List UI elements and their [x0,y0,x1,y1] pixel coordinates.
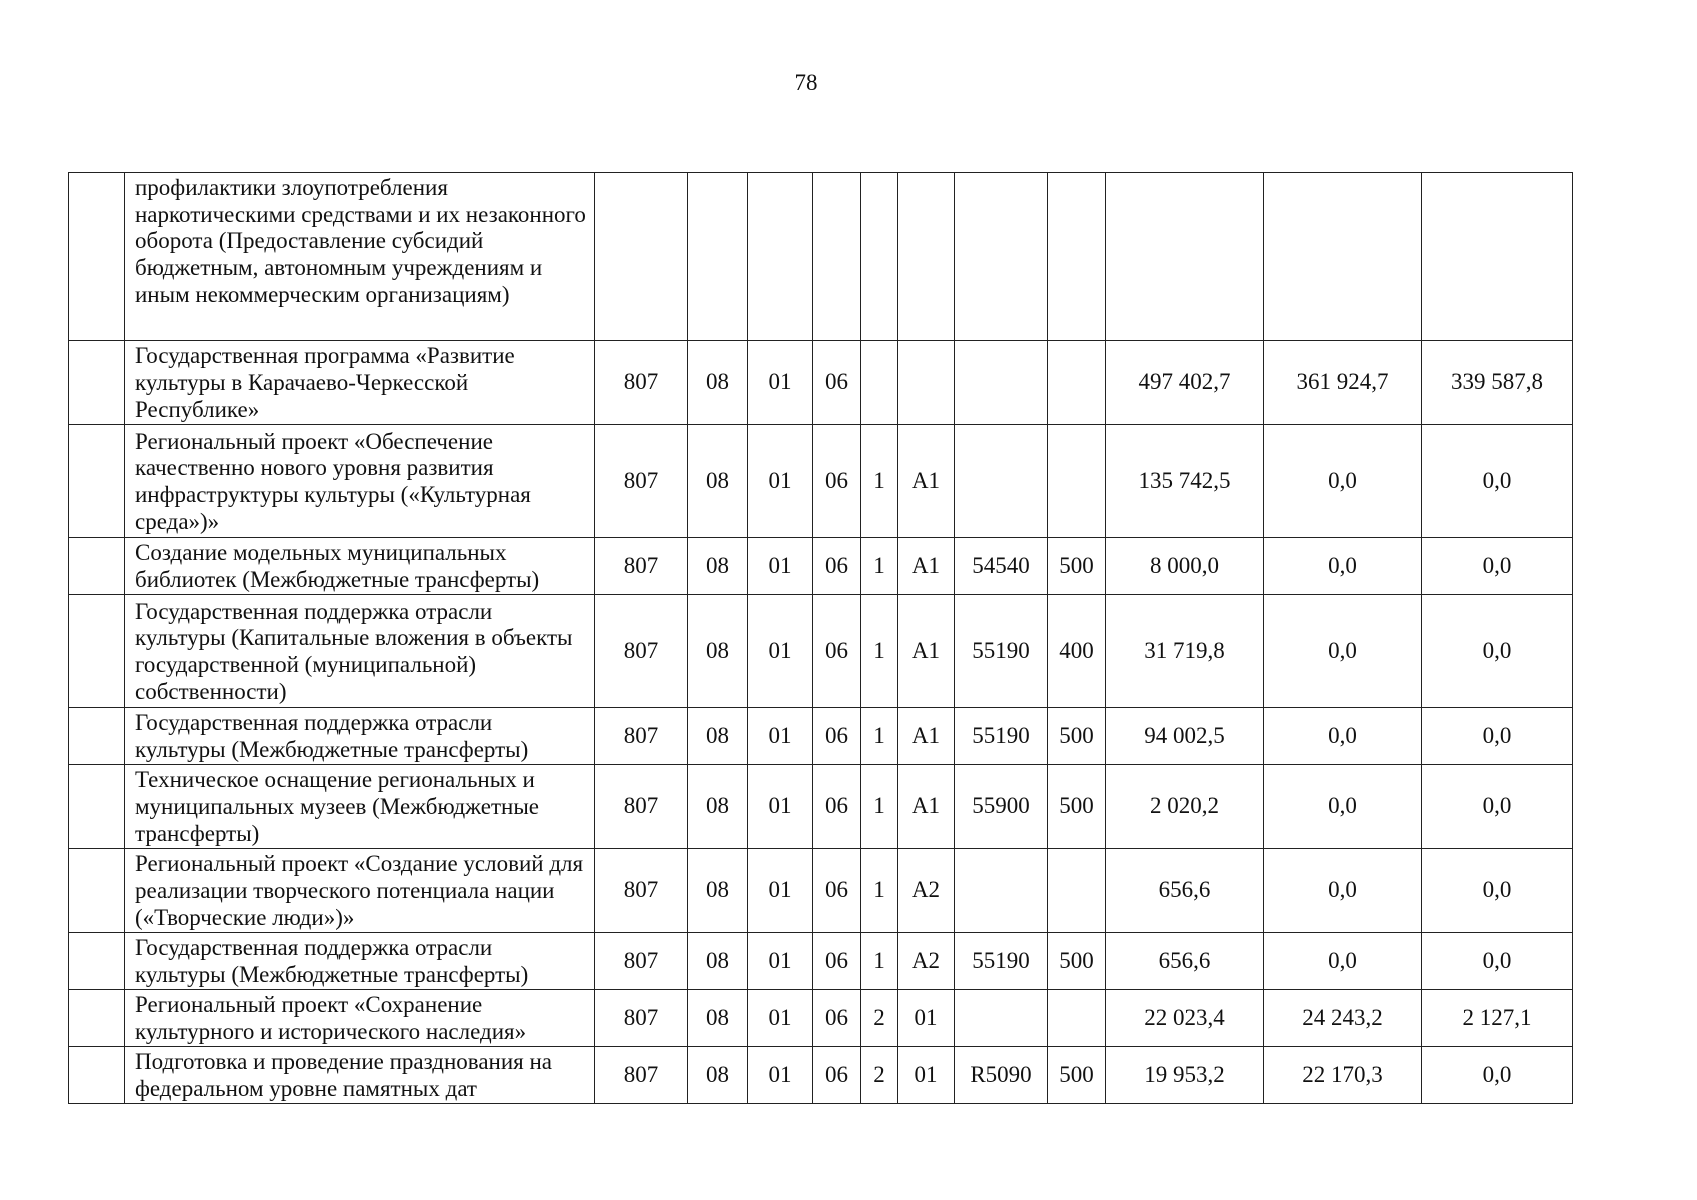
program-code-cell: 06 [813,849,861,933]
row-number-cell [69,425,125,538]
table-row [69,1047,1573,1104]
amount-year-1-cell: 656,6 [1106,849,1264,933]
table-row [69,708,1573,765]
program-code-cell: 06 [813,538,861,595]
amount-year-3-cell: 2 127,1 [1422,990,1573,1047]
subsection-code-cell: 01 [748,849,813,933]
table-row [69,538,1573,595]
row-number-cell [69,708,125,765]
ministry-code-cell: 807 [595,708,688,765]
item-name-cell: Региональный проект «Создание условий для реализации творческого потенциала нации («Творческие люди»)» [125,849,595,933]
subprogram-code-cell [861,341,898,425]
subprogram-code-cell [861,173,898,341]
section-code-cell: 08 [688,538,748,595]
ministry-code-cell [595,173,688,341]
amount-year-1-cell: 8 000,0 [1106,538,1264,595]
item-name-cell: Государственная программа «Развитие культуры в Карачаево-Черкесской Республике» [125,341,595,425]
amount-year-2-cell: 0,0 [1264,765,1422,849]
table-row [69,425,1573,538]
amount-year-2-cell: 361 924,7 [1264,341,1422,425]
direction-code-cell [955,173,1048,341]
section-code-cell: 08 [688,933,748,990]
item-name-cell: Создание модельных муниципальных библиотек (Межбюджетные трансферты) [125,538,595,595]
section-code-cell [688,173,748,341]
subsection-code-cell: 01 [748,538,813,595]
amount-year-1-cell: 19 953,2 [1106,1047,1264,1104]
expense-type-cell [1048,173,1106,341]
amount-year-3-cell: 0,0 [1422,1047,1573,1104]
amount-year-1-cell: 94 002,5 [1106,708,1264,765]
subsection-code-cell: 01 [748,341,813,425]
expense-type-cell [1048,990,1106,1047]
expense-type-cell: 500 [1048,538,1106,595]
table-row [69,933,1573,990]
program-code-cell [813,173,861,341]
amount-year-1-cell [1106,173,1264,341]
amount-year-2-cell: 0,0 [1264,849,1422,933]
subsection-code-cell: 01 [748,425,813,538]
amount-year-1-cell: 656,6 [1106,933,1264,990]
expense-type-cell: 500 [1048,708,1106,765]
section-code-cell: 08 [688,595,748,708]
direction-code-cell [955,990,1048,1047]
row-number-cell [69,765,125,849]
ministry-code-cell: 807 [595,849,688,933]
section-code-cell: 08 [688,341,748,425]
row-number-cell [69,849,125,933]
project-code-cell [898,173,955,341]
direction-code-cell: R5090 [955,1047,1048,1104]
program-code-cell: 06 [813,765,861,849]
item-name-cell: Государственная поддержка отрасли культуры (Межбюджетные трансферты) [125,933,595,990]
subprogram-code-cell: 1 [861,425,898,538]
page-number: 78 [794,70,818,95]
ministry-code-cell: 807 [595,538,688,595]
program-code-cell: 06 [813,425,861,538]
program-code-cell: 06 [813,341,861,425]
amount-year-2-cell: 0,0 [1264,933,1422,990]
amount-year-2-cell: 0,0 [1264,595,1422,708]
direction-code-cell: 55190 [955,595,1048,708]
amount-year-2-cell: 0,0 [1264,708,1422,765]
budget-table [68,172,1573,1104]
amount-year-2-cell: 0,0 [1264,538,1422,595]
expense-type-cell [1048,425,1106,538]
amount-year-2-cell: 0,0 [1264,425,1422,538]
row-number-cell [69,341,125,425]
section-code-cell: 08 [688,990,748,1047]
amount-year-3-cell: 0,0 [1422,595,1573,708]
expense-type-cell: 500 [1048,765,1106,849]
expense-type-cell: 400 [1048,595,1106,708]
project-code-cell: А2 [898,933,955,990]
program-code-cell: 06 [813,1047,861,1104]
subsection-code-cell: 01 [748,933,813,990]
program-code-cell: 06 [813,990,861,1047]
amount-year-3-cell: 339 587,8 [1422,341,1573,425]
amount-year-2-cell [1264,173,1422,341]
subprogram-code-cell: 1 [861,538,898,595]
ministry-code-cell: 807 [595,341,688,425]
subsection-code-cell [748,173,813,341]
subsection-code-cell: 01 [748,708,813,765]
subprogram-code-cell: 2 [861,990,898,1047]
ministry-code-cell: 807 [595,1047,688,1104]
program-code-cell: 06 [813,708,861,765]
amount-year-3-cell: 0,0 [1422,849,1573,933]
row-number-cell [69,173,125,341]
project-code-cell [898,341,955,425]
table-row [69,765,1573,849]
table-row [69,849,1573,933]
expense-type-cell: 500 [1048,933,1106,990]
direction-code-cell: 54540 [955,538,1048,595]
table-row [69,595,1573,708]
section-code-cell: 08 [688,849,748,933]
ministry-code-cell: 807 [595,765,688,849]
subsection-code-cell: 01 [748,990,813,1047]
project-code-cell: А1 [898,765,955,849]
table-row [69,990,1573,1047]
direction-code-cell [955,341,1048,425]
subprogram-code-cell: 1 [861,933,898,990]
ministry-code-cell: 807 [595,425,688,538]
item-name-cell: Государственная поддержка отрасли культуры (Межбюджетные трансферты) [125,708,595,765]
amount-year-1-cell: 497 402,7 [1106,341,1264,425]
ministry-code-cell: 807 [595,595,688,708]
program-code-cell: 06 [813,595,861,708]
row-number-cell [69,990,125,1047]
expense-type-cell [1048,849,1106,933]
item-name-cell: Государственная поддержка отрасли культуры (Капитальные вложения в объекты государственной (муниципальной) собственности) [125,595,595,708]
expense-type-cell [1048,341,1106,425]
project-code-cell: А1 [898,538,955,595]
ministry-code-cell: 807 [595,990,688,1047]
row-number-cell [69,538,125,595]
section-code-cell: 08 [688,1047,748,1104]
amount-year-3-cell: 0,0 [1422,708,1573,765]
item-name-cell: Региональный проект «Сохранение культурного и исторического наследия» [125,990,595,1047]
section-code-cell: 08 [688,425,748,538]
amount-year-3-cell: 0,0 [1422,933,1573,990]
direction-code-cell: 55190 [955,708,1048,765]
project-code-cell: А1 [898,708,955,765]
row-number-cell [69,595,125,708]
program-code-cell: 06 [813,933,861,990]
project-code-cell: 01 [898,1047,955,1104]
subsection-code-cell: 01 [748,1047,813,1104]
section-code-cell: 08 [688,765,748,849]
amount-year-1-cell: 22 023,4 [1106,990,1264,1047]
table-body [69,173,1573,1104]
amount-year-2-cell: 22 170,3 [1264,1047,1422,1104]
direction-code-cell [955,849,1048,933]
row-number-cell [69,933,125,990]
amount-year-1-cell: 2 020,2 [1106,765,1264,849]
subprogram-code-cell: 1 [861,849,898,933]
item-name-cell: профилактики злоупотребления наркотическими средствами и их незаконного оборота (Предоставление субсидий бюджетным, автономным учреждениям и иным некоммерческим организациям) [125,173,595,341]
amount-year-3-cell: 0,0 [1422,765,1573,849]
row-number-cell [69,1047,125,1104]
ministry-code-cell: 807 [595,933,688,990]
amount-year-1-cell: 31 719,8 [1106,595,1264,708]
project-code-cell: А1 [898,595,955,708]
direction-code-cell [955,425,1048,538]
subprogram-code-cell: 1 [861,708,898,765]
subsection-code-cell: 01 [748,595,813,708]
amount-year-2-cell: 24 243,2 [1264,990,1422,1047]
project-code-cell: А2 [898,849,955,933]
project-code-cell: 01 [898,990,955,1047]
item-name-cell: Региональный проект «Обеспечение качественно нового уровня развития инфраструктуры культуры («Культурная среда»)» [125,425,595,538]
expense-type-cell: 500 [1048,1047,1106,1104]
section-code-cell: 08 [688,708,748,765]
direction-code-cell: 55900 [955,765,1048,849]
amount-year-3-cell: 0,0 [1422,425,1573,538]
table-row [69,173,1573,341]
table-row [69,341,1573,425]
direction-code-cell: 55190 [955,933,1048,990]
item-name-cell: Техническое оснащение региональных и муниципальных музеев (Межбюджетные трансферты) [125,765,595,849]
subprogram-code-cell: 1 [861,595,898,708]
item-name-cell: Подготовка и проведение празднования на федеральном уровне памятных дат [125,1047,595,1104]
amount-year-3-cell: 0,0 [1422,538,1573,595]
subprogram-code-cell: 2 [861,1047,898,1104]
project-code-cell: А1 [898,425,955,538]
amount-year-3-cell [1422,173,1573,341]
subsection-code-cell: 01 [748,765,813,849]
amount-year-1-cell: 135 742,5 [1106,425,1264,538]
subprogram-code-cell: 1 [861,765,898,849]
